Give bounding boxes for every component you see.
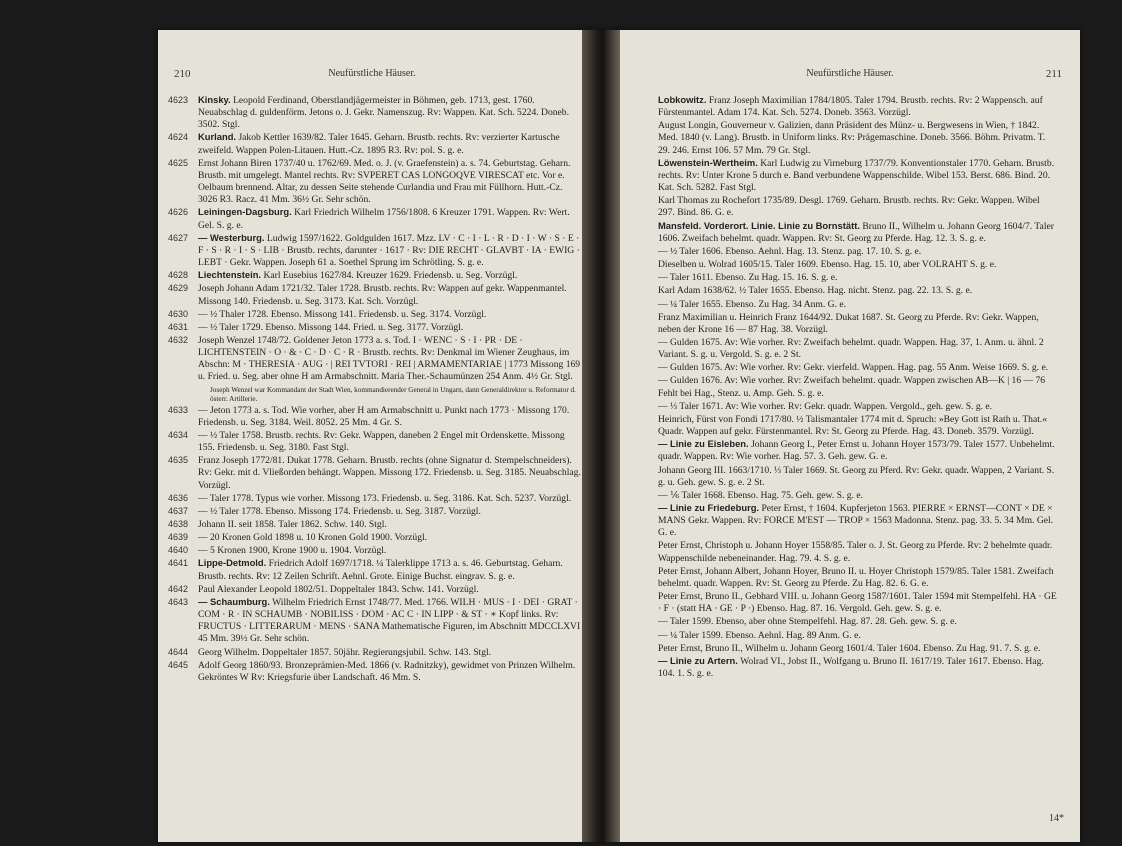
entry-number: 4650 [628,220,649,231]
entry-number: 4667 [628,565,649,576]
entry-number: 4633 [168,404,189,415]
entry-house-name: — Westerburg. [198,231,265,243]
entry-house-name: Löwenstein-Wertheim. [658,156,758,168]
catalog-entry [168,206,582,231]
catalog-entry [628,655,1058,680]
entry-description: — 5 Kronen 1900, Krone 1900 u. 1904. Vorzügl. [198,545,387,557]
entry-description: Johann Georg I., Peter Ernst u. Johann Hoyer 1573/79. Taler 1577. Unbehelmt. quadr. Wappen. Rv: Wie vorher. Hag. 57. 3. Geh. gew. G. e. [658,439,1055,463]
entry-house-name: Leiningen-Dagsburg. [198,206,292,218]
catalog-entry [628,590,1058,615]
catalog-entry [168,429,582,454]
entry-description: Ludwig 1597/1622. Goldgulden 1617. Mzz. LV · C · I · L · R · D · I · W · S · E · F · S · R · I · S · LIB · Brustb. rechts, darunter · 1617 · Rv: DIE RECHT · GLAVBT · IA · EWIG · LEBT · Gekr. Wappen. Joseph 61 a. Soethel Sprung im Schrötling. S. g. e. [198,232,580,269]
entry-description: Joseph Wenzel war Kommandant der Stadt Wien, kommandierender General in Ungarn, dann Generaldirektor u. Reformator d. österr. Artillerie. [210,385,576,403]
catalog-entry [628,438,1058,463]
catalog-entry [168,557,582,582]
entry-number: 4635 [168,455,189,466]
entry-house-name: Lippe-Detmold. [198,557,267,569]
entry-number: 4637 [168,505,189,516]
entry-number: 4625 [168,157,189,168]
entry-number: 4658 [628,362,649,373]
entry-number: 4662 [628,439,649,450]
catalog-entry [628,194,1058,219]
entry-number: 4628 [168,270,189,281]
entry-number: 4640 [168,545,189,556]
entry-house-name: Liechtenstein. [198,269,262,281]
catalog-entry [628,374,1058,399]
left-page [158,30,586,842]
entry-number: 4660 [628,400,649,411]
entry-number: 4655 [628,298,649,309]
entry-number: 4646 [628,95,649,105]
entry-description: — ½ Taler 1729. Ebenso. Missong 144. Fried. u. Seg. 3177. Vorzügl. [198,321,464,333]
entry-number: 4623 [168,95,189,105]
catalog-entry [168,269,582,282]
catalog-entry [168,384,582,404]
entry-number: 4670 [628,629,649,640]
entry-description: — ½ Thaler 1728. Ebenso. Missong 141. Friedensb. u. Seg. 3174. Vorzügl. [198,308,487,320]
catalog-entry [628,539,1058,564]
entry-number: 4656 [628,311,649,322]
entry-description: Peter Ernst, Johann Albert, Johann Hoyer, Bruno II. u. Hoyer Christoph 1579/85. Taler 1581. Zweifach behelmt. quadr. Wappen. Rv: St. Georg zu Pferde. Zu Hag. 82. 6. G. e. [658,565,1054,589]
catalog-entry [628,311,1058,336]
entry-description: — Gulden 1675. Av: Wie vorher. Rv: Zweifach behelmt. quadr. Wappen. Hag. 37, 1. Anm. u. ähnl. 2 Variant. S. g. u. Vergold. S. g. e. 2 St. [658,336,1044,361]
left-page-number: 210 [174,68,191,80]
entry-number: 4629 [168,283,189,294]
catalog-entry [628,119,1058,156]
catalog-entry [628,489,1058,502]
entry-number: 4664 [628,489,649,500]
entry-description: Peter Ernst, Christoph u. Johann Hoyer 1558/85. Taler o. J. St. Georg zu Pferde. Rv: 2 behelmte quadr. Wappenschilde nebeneinander. Hag. 79. 4. S. g. e. [658,540,1053,564]
entry-house-name: Kurland. [198,131,237,143]
entry-house-name: — Linie zu Eisleben. [658,438,749,450]
catalog-entry [168,94,582,131]
catalog-entry [168,308,582,321]
entry-number: 4661 [628,413,649,424]
left-entry-list [168,94,582,684]
entry-number: 4651 [628,245,649,256]
entry-number: 4641 [168,558,189,569]
entry-description: Johann Georg III. 1663/1710. ⅓ Taler 1669. St. Georg zu Pferd. Rv: Gekr. quadr. Wappen, 2 Variant. S. g. u. Geh. gew. S. g. e. 2 St. [658,464,1055,488]
catalog-entry [628,565,1058,590]
entry-description: — Taler 1611. Ebenso. Zu Hag. 15. 16. S. g. e. [658,272,838,284]
catalog-entry [628,361,1058,374]
book-gutter [582,30,620,842]
catalog-entry [168,544,582,557]
entry-description: Karl Eusebius 1627/84. Kreuzer 1629. Friedensb. u. Seg. Vorzügl. [263,270,518,282]
signature-mark: 14* [1049,813,1064,824]
entry-number: 4644 [168,646,189,657]
entry-description: — ⅙ Taler 1668. Ebenso. Hag. 75. Geh. gew. S. g. e. [658,489,863,501]
entry-number: 4647 [628,120,649,131]
entry-description: — Gulden 1675. Av: Wie vorher. Rv: Gekr. vierfeld. Wappen. Hag. pag. 55 Anm. Weise 1669. S. g. e. [658,362,1049,374]
catalog-entry [628,271,1058,284]
entry-number: 4671 [628,642,649,653]
entry-description: Leopold Ferdinand, Oberstlandjägermeister in Böhmen, geb. 1713, gest. 1760. Neuabschlag d. guldenförm. Jetons o. J. Gekr. Namenszug. Rv: Wappen. Kat. Sch. 5224. Doneb. 3502. Stgl. [198,95,570,131]
entry-number: 4626 [168,207,189,218]
catalog-entry [628,245,1058,258]
entry-description: Friedrich Adolf 1697/1718. ¼ Talerklippe 1713 a. s. 46. Geburtstag. Geharn. Brustb. rechts. Rv: 12 Zeilen Schrift. Aehnl. Grote. Einige Buchst. eingrav. S. g. e. [198,558,563,582]
catalog-entry [168,321,582,334]
entry-description: Georg Wilhelm. Doppeltaler 1857. 50jähr. Regierungsjubil. Schw. 143. Stgl. [198,646,492,658]
entry-description: Franz Maximilian u. Heinrich Franz 1644/92. Dukat 1687. St. Georg zu Pferde. Rv: Gekr. Wappen, neben der Krone 16 — 87 Hag. 38. Vorzügl. [658,311,1039,335]
entry-description: Karl Adam 1638/62. ½ Taler 1655. Ebenso. Hag. nicht. Stenz. pag. 22. 13. S. g. e. [658,285,973,297]
entry-description: Karl Ludwig zu Virneburg 1737/79. Konventionstaler 1770. Geharn. Brustb. rechts. Rv: Unter Krone 5 durch e. Band verbundene Wappenschilde. Wibel 153. Berst. 686. Bind. 20. Kat. Sch. 5282. Fast Stgl. [658,157,1055,194]
entry-description: — ½ Taler 1606. Ebenso. Aehnl. Hag. 13. Stenz. pag. 17. 10. S. g. e. [658,245,922,257]
entry-description: Johann II. seit 1858. Taler 1862. Schw. 140. Stgl. [198,519,387,530]
entry-number: 4627 [168,232,189,243]
entry-description: Peter Ernst, Bruno II., Gebhard VIII. u. Johann Georg 1587/1601. Taler 1594 mit Stempelfehl. HA · GE · F · (statt HA · GE · P ·) Ebenso. Hag. 87. 16. Vergold. Geh. gew. S. g. e. [658,591,1057,615]
catalog-entry [168,531,582,544]
entry-number: 4636 [168,492,189,503]
entry-number: 4672 [628,655,649,666]
entry-number: 4638 [168,519,189,529]
entry-description: Dieselben u. Wolrad 1605/15. Taler 1609. Ebenso. Hag. 15. 10, aber VOLRAHT S. g. e. [658,259,997,271]
entry-number: 4668 [628,591,649,602]
entry-description: — ¼ Taler 1655. Ebenso. Zu Hag. 34 Anm. G. e. [658,298,847,310]
entry-number: 4634 [168,429,189,440]
right-page [620,30,1080,842]
catalog-entry [628,615,1058,628]
catalog-entry [628,502,1058,539]
entry-number: 4624 [168,132,189,143]
entry-house-name: — Linie zu Artern. [658,654,738,666]
catalog-entry [628,642,1058,655]
catalog-entry [168,282,582,307]
catalog-entry [168,232,582,269]
entry-number: 4663 [628,464,649,475]
entry-description: Franz Joseph Maximilian 1784/1805. Taler 1794. Brustb. rechts. Rv: 2 Wappensch. auf Fürstenmantel. Adam 174. Kat. Sch. 5274. Doneb. 3563. Vorzügl. [658,95,1043,119]
entry-number: 4631 [168,321,189,332]
entry-description: August Longin, Gouverneur v. Galizien, dann Präsident des Münz- u. Bergwesens in Wien, † 1842. Med. 1840 (v. Lang). Brustb. in Uniform links. Rv: Prägemaschine. Doneb. 3566. Böhm. Privatm. T. 29. 246. Ernst 106. 57 Mm. 79 Gr. Stgl. [658,120,1046,156]
entry-number: 4630 [168,308,189,319]
catalog-entry [628,258,1058,271]
entry-number: 4643 [168,596,189,607]
entry-number: 4657 [628,336,649,347]
catalog-entry [628,298,1058,311]
entry-number: 4639 [168,532,189,543]
entry-description: — Taler 1778. Typus wie vorher. Missong 173. Friedensb. u. Seg. 3186. Kat. Sch. 5237. Vorzügl. [198,492,572,504]
entry-description: Peter Ernst, Bruno II., Wilhelm u. Johann Georg 1601/4. Taler 1604. Ebenso. Zu Hag. 91. 7. S. g. e. [658,642,1041,654]
catalog-entry [168,596,582,646]
entry-number: 4653 [628,272,649,283]
entry-description: Joseph Johann Adam 1721/32. Taler 1728. Brustb. rechts. Rv: Wappen auf gekr. Wappenmantel. Missong 140. Friedensb. u. Seg. 3173. Kat. Sch. Vorzügl. [198,283,567,307]
catalog-entry [168,492,582,505]
entry-number: 4669 [628,616,649,627]
entry-description: Bruno II., Wilhelm u. Johann Georg 1604/7. Taler 1606. Zweifach behelmt. quadr. Wappen. Rv: St. Georg zu Pferde. Hag. 12. 3. S. g. e. [658,220,1054,244]
catalog-entry [168,505,582,518]
catalog-entry [168,334,582,384]
entry-description: — Jeton 1773 a. s. Tod. Wie vorher, aber H am Armabschnitt u. Punkt nach 1773 · Missong 170. Friedensb. u. Seg. 3184. Weil. 8052. 25 Mm. 4 Gr. S. [198,404,570,428]
entry-number: 4666 [628,540,649,551]
entry-number: 4642 [168,583,189,594]
entry-house-name: — Linie zu Friedeburg. [658,502,760,513]
catalog-entry [628,629,1058,642]
catalog-entry [628,94,1058,119]
entry-number: 4654 [628,285,649,296]
entry-description: — Taler 1599. Ebenso, aber ohne Stempelfehl. Hag. 87. 28. Geh. gew. S. g. e. [658,616,957,628]
entry-description: Joseph Wenzel 1748/72. Goldener Jeton 1773 a. s. Tod. I · WENC · S · I · PR · DE · LICHTENSTEIN · O · & · C · D · C · R · Brustb. rechts. Rv: Denkmal im Wiener Zeughaus, im Abschn: M · THERESIA · AUG · | REI TVTORI · REI | ARMAMENTARIAE | 1773 Missong 169 u. Fried. u. Seg. aber ohne H am Armabschnitt. Maria Ther.-Schaumünzen 254 Anm. 4½ Gr. Stgl. [198,334,581,383]
catalog-entry [168,404,582,429]
entry-description: Heinrich, Fürst von Fondi 1717/80. ½ Talismantaler 1774 mit d. Spruch: »Bey Gott ist Rath u. That.« Quadr. Wappen auf gekr. Fürstenmantel. Rv: St. Georg zu Pferde. Hag. 43. Doneb. 3579. Vorzügl. [658,413,1048,438]
entry-description: Paul Alexander Leopold 1802/51. Doppeltaler 1843. Schw. 141. Vorzügl. [198,583,479,595]
entry-description: — ½ Taler 1778. Ebenso. Missong 174. Friedensb. u. Seg. 3187. Vorzügl. [198,505,481,517]
entry-description: — ¼ Taler 1599. Ebenso. Aehnl. Hag. 89 Anm. G. e. [658,629,861,641]
catalog-entry [628,284,1058,297]
entry-description: Franz Joseph 1772/81. Dukat 1778. Geharn. Brustb. rechts (ohne Signatur d. Stempelschneiders). Rv: Gekr. mit d. Vließorden behängt. Wappen. Missong 172. Friedensb. u. Seg. 3185. Neuabschlag. Vorzügl. [198,455,581,491]
catalog-entry [168,646,582,659]
entry-number: 4659 [628,375,649,386]
entry-number: 4665 [628,503,649,513]
entry-description: Karl Thomas zu Rochefort 1735/89. Desgl. 1769. Geharn. Brustb. rechts. Rv: Gekr. Wappen. Wibel 297. Bind. 86. G. e. [658,195,1040,219]
catalog-entry [168,518,582,531]
entry-description: — Gulden 1676. Av: Wie vorher. Rv: Zweifach behelmt. quadr. Wappen zwischen AB—K | 16 — 76 Fehlt bei Hag., Stenz. u. Amp. Geh. S. g. e. [658,375,1046,399]
catalog-entry [168,157,582,207]
entry-description: Karl Friedrich Wilhelm 1756/1808. 6 Kreuzer 1791. Wappen. Rv: Wert. Gel. S. g. e. [198,207,570,231]
entry-number: 4645 [168,659,189,670]
entry-number: 4649 [628,195,649,206]
entry-description: Wilhelm Friedrich Ernst 1748/77. Med. 1766. WILH · MUS · I · DEI · GRAT · COM · R · IN SCHAUMB · NOBILISS · DOM · AC C · IN LIPP · & ST · ∗ Kopf links. Rv: FRUCTUS · LITTERARUM · MENS · SANA Mathematische Figuren, im Abschnitt MDCCLXVI 45 Mm. 39½ Gr. Sehr schön. [198,596,581,645]
entry-number: 4648 [628,157,649,168]
catalog-entry [168,454,582,491]
left-page-header [158,68,586,82]
catalog-entry [628,400,1058,413]
entry-description: — ½ Taler 1758. Brustb. rechts. Rv: Gekr. Wappen, daneben 2 Engel mit Ordenskette. Missong 155. Friedensb. u. Seg. 3180. Fast Stgl. [198,429,565,454]
entry-description: Jakob Kettler 1639/82. Taler 1645. Geharn. Brustb. rechts. Rv: verzierter Kartusche zweifeld. Wappen Polen-Litauen. Hutt.-Cz. 1895 R3. Rv: pol. S. g. e. [198,132,560,156]
entry-house-name: Mansfeld. Vorderort. Linie. Linie zu Bornstätt. [658,219,860,231]
catalog-entry [168,583,582,596]
entry-house-name: Kinsky. [198,94,231,105]
entry-description: Ernst Johann Biren 1737/40 u. 1762/69. Med. o. J. (v. Graefenstein) a. s. 74. Geburtstag. Geharn. Brustb. mit umgelegt. Mantel rechts. Rv: SVPERET CAS LONGOQVE VIRESCAT etc. Vor e. Oelbaum brennend. Altar, zu dessen Seite stehende Curlandia und Frau mit Füllhorn. Hutt.-Cz. 3026 R3. Racz. 41 Mm. 36½ Gr. Sehr schön. [198,157,571,206]
entry-description: Wolrad VI., Jobst II., Wolfgang u. Bruno II. 1617/19. Taler 1617. Ebenso. Hag. 104. 1. S. g. e. [658,655,1044,680]
entry-number: 4652 [628,259,649,270]
right-entry-list [628,94,1058,680]
entry-description: Peter Ernst, † 1604. Kupferjeton 1563. PIERRE × ERNST—CONT × DE × MANS Gekr. Wappen. Rv: FORCE M'EST — TROP × 1563 Madonna. Stenz. pag. 33. 5. 34 Mm. Gel. G. e. [658,503,1054,539]
catalog-entry [628,157,1058,194]
entry-house-name: — Schaumburg. [198,595,270,607]
entry-description: — 20 Kronen Gold 1898 u. 10 Kronen Gold 1900. Vorzügl. [198,532,428,544]
right-page-number: 211 [1045,68,1062,80]
entry-number: 4632 [168,334,189,345]
catalog-entry [628,464,1058,489]
catalog-entry [168,659,582,684]
catalog-entry [628,413,1058,438]
catalog-entry [628,220,1058,245]
right-page-header [620,68,1080,82]
catalog-entry [168,131,582,156]
entry-description: — ⅓ Taler 1671. Av: Wie vorher. Rv: Gekr. quadr. Wappen. Vergold., geh. gew. S. g. e. [658,400,993,412]
right-running-head: Neufürstliche Häuser. [806,68,894,79]
catalog-entry [628,336,1058,361]
entry-description: Adolf Georg 1860/93. Bronzeprämien-Med. 1866 (v. Radnitzky), gewidmet von Prinzen Wilhelm. Gekröntes W Rv: Kriegsfurie über Landschaft. 46 Mm. S. [198,659,576,683]
left-running-head: Neufürstliche Häuser. [328,68,416,79]
entry-house-name: Lobkowitz. [658,94,707,105]
